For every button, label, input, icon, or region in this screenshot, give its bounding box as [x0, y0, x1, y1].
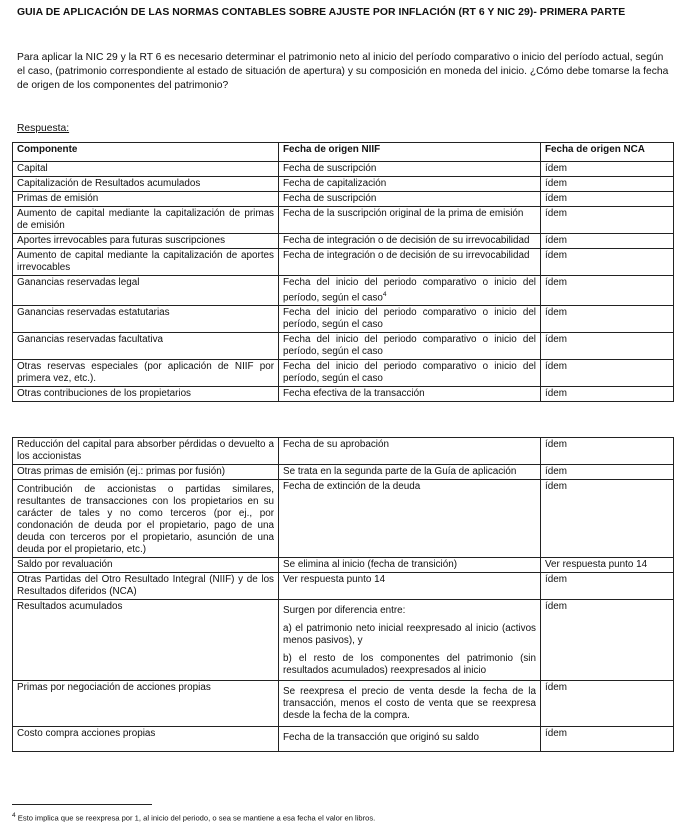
table-row — [13, 177, 674, 192]
table-row — [13, 276, 674, 306]
cell-fecha-niif: Fecha de integración o de decisión de su irrevocabilidad — [279, 234, 541, 249]
cell-componente: Otras contribuciones de los propietarios — [13, 387, 279, 402]
cell-componente: Aportes irrevocables para futuras suscripciones — [13, 234, 279, 249]
cell-fecha-niif: Fecha del inicio del periodo comparativo o inicio del período, según el caso — [279, 333, 541, 360]
table-header-row — [13, 143, 674, 162]
respuesta-label: Respuesta: — [17, 123, 70, 134]
cell-fecha-nca: ídem — [541, 465, 674, 480]
cell-fecha-nca: ídem — [541, 480, 674, 558]
cell-fecha-niif: Fecha de su aprobación — [279, 438, 541, 465]
intro-paragraph: Para aplicar la NIC 29 y la RT 6 es necesario determinar el patrimonio neto al inicio del período comparativo o inicio del período actual, según el caso, (patrimonio correspondiente al estado de situación de apertura) y su composición en moneda del inicio. ¿Cómo debe tomarse la fecha de origen de los componentes del patrimonio? — [17, 52, 669, 91]
cell-fecha-niif — [279, 600, 541, 681]
cell-componente: Primas de emisión — [13, 192, 279, 207]
cell-fecha-nca: ídem — [541, 234, 674, 249]
cell-fecha-niif: Fecha efectiva de la transacción — [279, 387, 541, 402]
cell-fecha-nca: ídem — [541, 387, 674, 402]
cell-fecha-nca: ídem — [541, 438, 674, 465]
cell-fecha-niif: Fecha de extinción de la deuda — [279, 480, 541, 558]
cell-componente: Capital — [13, 162, 279, 177]
cell-fecha-niif: Se elimina al inicio (fecha de transición) — [279, 558, 541, 573]
footnote-number: 4 — [12, 812, 16, 819]
header-componente: Componente — [13, 143, 279, 162]
table-row — [13, 558, 674, 573]
cell-fecha-niif: Ver respuesta punto 14 — [279, 573, 541, 600]
cell-componente: Aumento de capital mediante la capitalización de primas de emisión — [13, 207, 279, 234]
footnote-separator — [12, 804, 152, 805]
table-row — [13, 480, 674, 558]
cell-fecha-nca: ídem — [541, 207, 674, 234]
cell-fecha-nca: Ver respuesta punto 14 — [541, 558, 674, 573]
resultados-item-b: b) el resto de los componentes del patrimonio (sin resultados acumulados) reexpresados al inicio — [283, 653, 536, 676]
resultados-item-a: a) el patrimonio neto inicial reexpresado al inicio (activos menos pasivos), y — [283, 623, 536, 646]
cell-fecha-nca: ídem — [541, 276, 674, 306]
cell-fecha-nca: ídem — [541, 727, 674, 752]
cell-fecha-nca: ídem — [541, 600, 674, 681]
cell-fecha-nca: ídem — [541, 306, 674, 333]
cell-componente: Reducción del capital para absorber pérdidas o devuelto a los accionistas — [13, 438, 279, 465]
cell-fecha-niif: Fecha de capitalización — [279, 177, 541, 192]
table-row — [13, 192, 674, 207]
footnote — [12, 812, 375, 823]
footnote-text: Esto implica que se reexpresa por 1, al inicio del periodo, o sea se mantiene a esa fecha el valor en libros. — [17, 813, 376, 823]
cell-componente: Saldo por revaluación — [13, 558, 279, 573]
table-row — [13, 438, 674, 465]
table-row — [13, 727, 674, 752]
cell-fecha-nca: ídem — [541, 162, 674, 177]
cell-fecha-nca: ídem — [541, 192, 674, 207]
table-row — [13, 573, 674, 600]
table-row — [13, 207, 674, 234]
cell-fecha-niif: Fecha del inicio del periodo comparativo o inicio del período, según el caso — [279, 360, 541, 387]
cell-fecha-nca: ídem — [541, 249, 674, 276]
table-row — [13, 333, 674, 360]
cell-componente: Ganancias reservadas facultativa — [13, 333, 279, 360]
table-row — [13, 249, 674, 276]
cell-fecha-nca: ídem — [541, 360, 674, 387]
cell-componente: Aumento de capital mediante la capitalización de aportes irrevocables — [13, 249, 279, 276]
cell-fecha-nca: ídem — [541, 177, 674, 192]
cell-componente: Ganancias reservadas legal — [13, 276, 279, 306]
table-row — [13, 465, 674, 480]
cell-componente: Otras reservas especiales (por aplicación de NIIF por primera vez, etc.). — [13, 360, 279, 387]
cell-fecha-niif: Fecha de integración o de decisión de su irrevocabilidad — [279, 249, 541, 276]
cell-componente: Otras Partidas del Otro Resultado Integral (NIIF) y de los Resultados diferidos (NCA) — [13, 573, 279, 600]
cell-fecha-niif: Se reexpresa el precio de venta desde la fecha de la transacción, menos el costo de venta que se reexpresa desde la fecha de la compra. — [279, 681, 541, 727]
table-row — [13, 162, 674, 177]
table-row — [13, 306, 674, 333]
cell-fecha-nca: ídem — [541, 333, 674, 360]
table-row — [13, 360, 674, 387]
cell-componente: Contribución de accionistas o partidas similares, resultantes de transacciones con los propietarios en su carácter de tales y no como terceros (por ej., por condonación de deuda por el propietario, pago de una deuda con terceros por el propietario, asunción de una deuda por el propietario, etc.) — [13, 480, 279, 558]
cell-fecha-niif: Fecha del inicio del periodo comparativo o inicio del período, según el caso$^4$ — [279, 276, 541, 306]
cell-fecha-niif: Fecha de suscripción — [279, 162, 541, 177]
components-table-continued — [12, 437, 674, 752]
table-row — [13, 600, 674, 681]
cell-fecha-niif: Fecha de la suscripción original de la prima de emisión — [279, 207, 541, 234]
cell-fecha-niif: Fecha de suscripción — [279, 192, 541, 207]
table-row — [13, 234, 674, 249]
cell-componente: Primas por negociación de acciones propias — [13, 681, 279, 727]
cell-componente: Otras primas de emisión (ej.: primas por fusión) — [13, 465, 279, 480]
resultados-intro: Surgen por diferencia entre: — [283, 605, 406, 616]
components-table — [12, 142, 674, 402]
cell-fecha-niif: Fecha del inicio del periodo comparativo o inicio del período, según el caso — [279, 306, 541, 333]
cell-componente: Resultados acumulados — [13, 600, 279, 681]
table-row — [13, 681, 674, 727]
header-fecha-nca: Fecha de origen NCA — [541, 143, 674, 162]
cell-fecha-nca: ídem — [541, 681, 674, 727]
footnote-ref: 4 — [382, 291, 387, 298]
cell-componente: Capitalización de Resultados acumulados — [13, 177, 279, 192]
cell-componente: Ganancias reservadas estatutarias — [13, 306, 279, 333]
cell-componente: Costo compra acciones propias — [13, 727, 279, 752]
header-fecha-niif: Fecha de origen NIIF — [279, 143, 541, 162]
cell-fecha-niif: Fecha de la transacción que originó su saldo — [279, 727, 541, 752]
document-title: GUIA DE APLICACIÓN DE LAS NORMAS CONTABLES SOBRE AJUSTE POR INFLACIÓN (RT 6 Y NIC 29)- PRIMERA PARTE — [17, 7, 626, 18]
cell-fecha-niif: Se trata en la segunda parte de la Guía de aplicación — [279, 465, 541, 480]
cell-fecha-nca: ídem — [541, 573, 674, 600]
table-row — [13, 387, 674, 402]
